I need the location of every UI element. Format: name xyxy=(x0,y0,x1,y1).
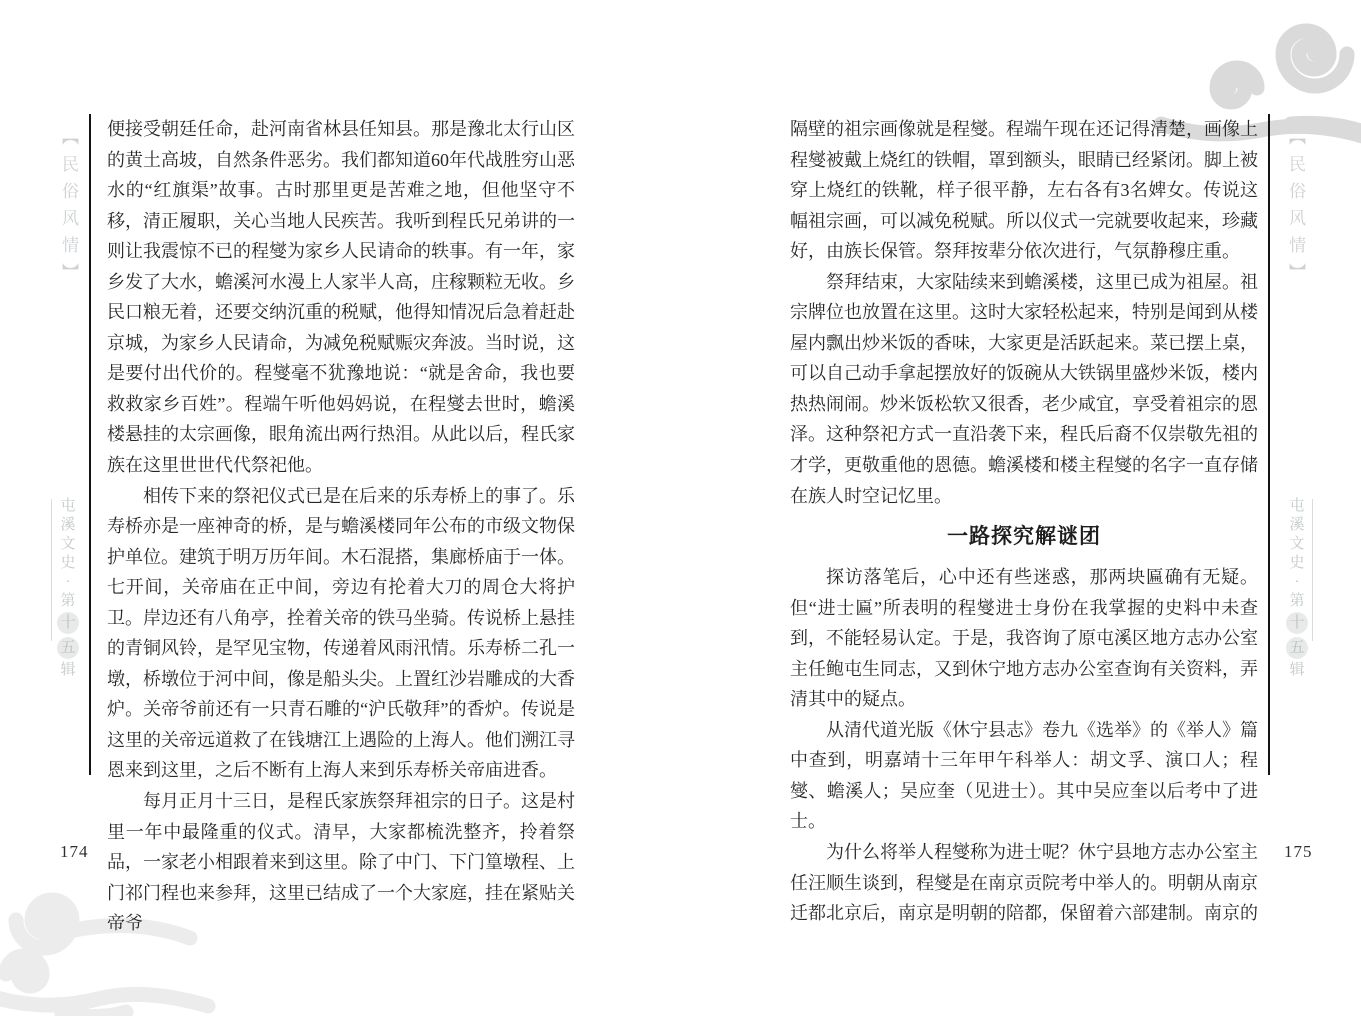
volume-label-char: 文 xyxy=(1289,536,1305,552)
volume-label-char: 辑 xyxy=(1289,662,1305,678)
volume-label-char: 第 xyxy=(1289,593,1305,609)
volume-label-char: 溪 xyxy=(1289,517,1305,533)
page-number-right: 175 xyxy=(1284,842,1313,861)
paragraph: 祭拜结束，大家陆续来到蟾溪楼，这里已成为祖屋。祖宗牌位也放置在这里。这时大家轻松起来，特别是闻到从楼屋内飘出炒米饭的香味，大家更是活跃起来。菜已摆上桌，可以自己动手拿起摆放好的饭碗从大铁锅里盛炒米饭，楼内热热闹闹。炒米饭松软又很香，老少咸宜，享受着祖宗的恩泽。这种祭祀方式一直沿袭下来，程氏后裔不仅崇敬先祖的才学，更敬重他的恩德。蟾溪楼和楼主程燮的名字一直存储在族人时空记忆里。 xyxy=(790,271,1258,506)
left-margin-rule xyxy=(89,114,91,775)
section-heading: 一路探究解谜团 xyxy=(947,525,1101,549)
volume-label-char: 文 xyxy=(60,536,76,552)
volume-label-char: 辑 xyxy=(60,662,76,678)
volume-label-char: · xyxy=(1294,574,1300,590)
series-label-right: 【民俗风情】 xyxy=(1286,128,1305,290)
page-number-left: 174 xyxy=(60,842,89,861)
paragraph: 为什么将举人程燮称为进士呢？休宁县地方志办公室主任汪顺生谈到，程燮是在南京贡院考中举人的。明朝从南京迁都北京后，南京是明朝的陪都，保留着六部建制。南京的 xyxy=(790,842,1258,924)
volume-label-char: 五 xyxy=(1286,637,1308,659)
paragraph: 每月正月十三日，是程氏家族祭拜祖宗的日子。这是村里一年中最隆重的仪式。清早，大家都梳洗整齐，拎着祭品，一家老小相跟着来到这里。除了中门、下门篁墩程、上门祁门程也来参拜，这里已结成了一个大家庭，挂在紧贴关帝爷 xyxy=(107,791,575,934)
paragraph: 便接受朝廷任命，赴河南省林县任知县。那是豫北太行山区的黄土高坡，自然条件恶劣。我们都知道60年代战胜穷山恶水的“红旗渠”故事。古时那里更是苦难之地，但他坚守不移，清正履职，关心当地人民疾苦。我听到程氏兄弟讲的一则让我震惊不已的程燮为家乡人民请命的轶事。有一年，家乡发了大水，蟾溪河水漫上人家半人高，庄稼颗粒无收。乡民口粮无着，还要交纳沉重的税赋，他得知情况后急着赶赴京城，为家乡人民请命，为减免税赋赈灾奔波。当时说，这是要付出代价的。程燮毫不犹豫地说：“就是舍命，我也要救救家乡百姓”。程端午听他妈妈说，在程燮去世时，蟾溪楼悬挂的太宗画像，眼角流出两行热泪。从此以后，程氏家族在这里世世代代祭祀他。 xyxy=(107,119,575,476)
volume-label-char: · xyxy=(65,574,71,590)
volume-label-char: 十 xyxy=(57,612,79,634)
page-174-text xyxy=(107,114,575,939)
volume-label-char: 十 xyxy=(1286,612,1308,634)
paragraph: 相传下来的祭祀仪式已是在后来的乐寿桥上的事了。乐寿桥亦是一座神奇的桥，是与蟾溪楼同年公布的市级文物保护单位。建筑于明万历年间。木石混搭，集廊桥庙于一体。七开间，关帝庙在正中间，旁边有抡着大刀的周仓大将护卫。岸边还有八角亭，拴着关帝的铁马坐骑。传说桥上悬挂的青铜风铃，是罕见宝物，传递着风雨汛情。乐寿桥二孔一墩，桥墩位于河中间，像是船头尖。上置红沙岩雕成的大香炉。关帝爷前还有一只青石雕的“沪氏敬拜”的香炉。传说是这里的关帝远道救了在钱塘江上遇险的上海人。他们溯江寻恩来到这里，之后不断有上海人来到乐寿桥关帝庙进香。 xyxy=(107,485,575,781)
paragraph: 从清代道光版《休宁县志》卷九《选举》的《举人》篇中查到，明嘉靖十三年甲午科举人：胡文孚、演口人；程燮、蟾溪人；吴应奎（见进士）。其中吴应奎以后考中了进士。 xyxy=(790,719,1258,832)
paragraph: 探访落笔后，心中还有些迷惑，那两块匾确有无疑。但“进士匾”所表明的程燮进士身份在我掌握的史料中未查到，不能轻易认定。于是，我咨询了原屯溪区地方志办公室主任鲍屯生同志，又到休宁地方志办公室查询有关资料，弄清其中的疑点。 xyxy=(790,567,1258,710)
volume-label-left xyxy=(56,498,80,678)
left-volume-rule xyxy=(51,499,52,641)
volume-label-char: 溪 xyxy=(60,517,76,533)
right-volume-rule xyxy=(1312,499,1313,641)
series-label-left: 【民俗风情】 xyxy=(59,128,78,290)
volume-label-char: 史 xyxy=(1289,555,1305,571)
page-175-text-before-heading xyxy=(790,114,1258,511)
volume-label-char: 五 xyxy=(57,637,79,659)
page-175-text-after-heading xyxy=(790,562,1258,929)
page-175-text xyxy=(790,114,1258,929)
volume-label-char: 史 xyxy=(60,555,76,571)
volume-label-char: 屯 xyxy=(60,498,76,514)
volume-label-char: 第 xyxy=(60,593,76,609)
volume-label-char: 屯 xyxy=(1289,498,1305,514)
paragraph: 隔壁的祖宗画像就是程燮。程端午现在还记得清楚，画像上程燮被戴上烧红的铁帽，罩到额头，眼睛已经紧闭。脚上被穿上烧红的铁靴，样子很平静，左右各有3名婢女。传说这幅祖宗画，可以减免税赋。所以仪式一完就要收起来，珍藏好，由族长保管。祭拜按辈分依次进行，气氛静穆庄重。 xyxy=(790,119,1258,262)
right-margin-rule xyxy=(1268,114,1270,775)
volume-label-right xyxy=(1285,498,1309,678)
